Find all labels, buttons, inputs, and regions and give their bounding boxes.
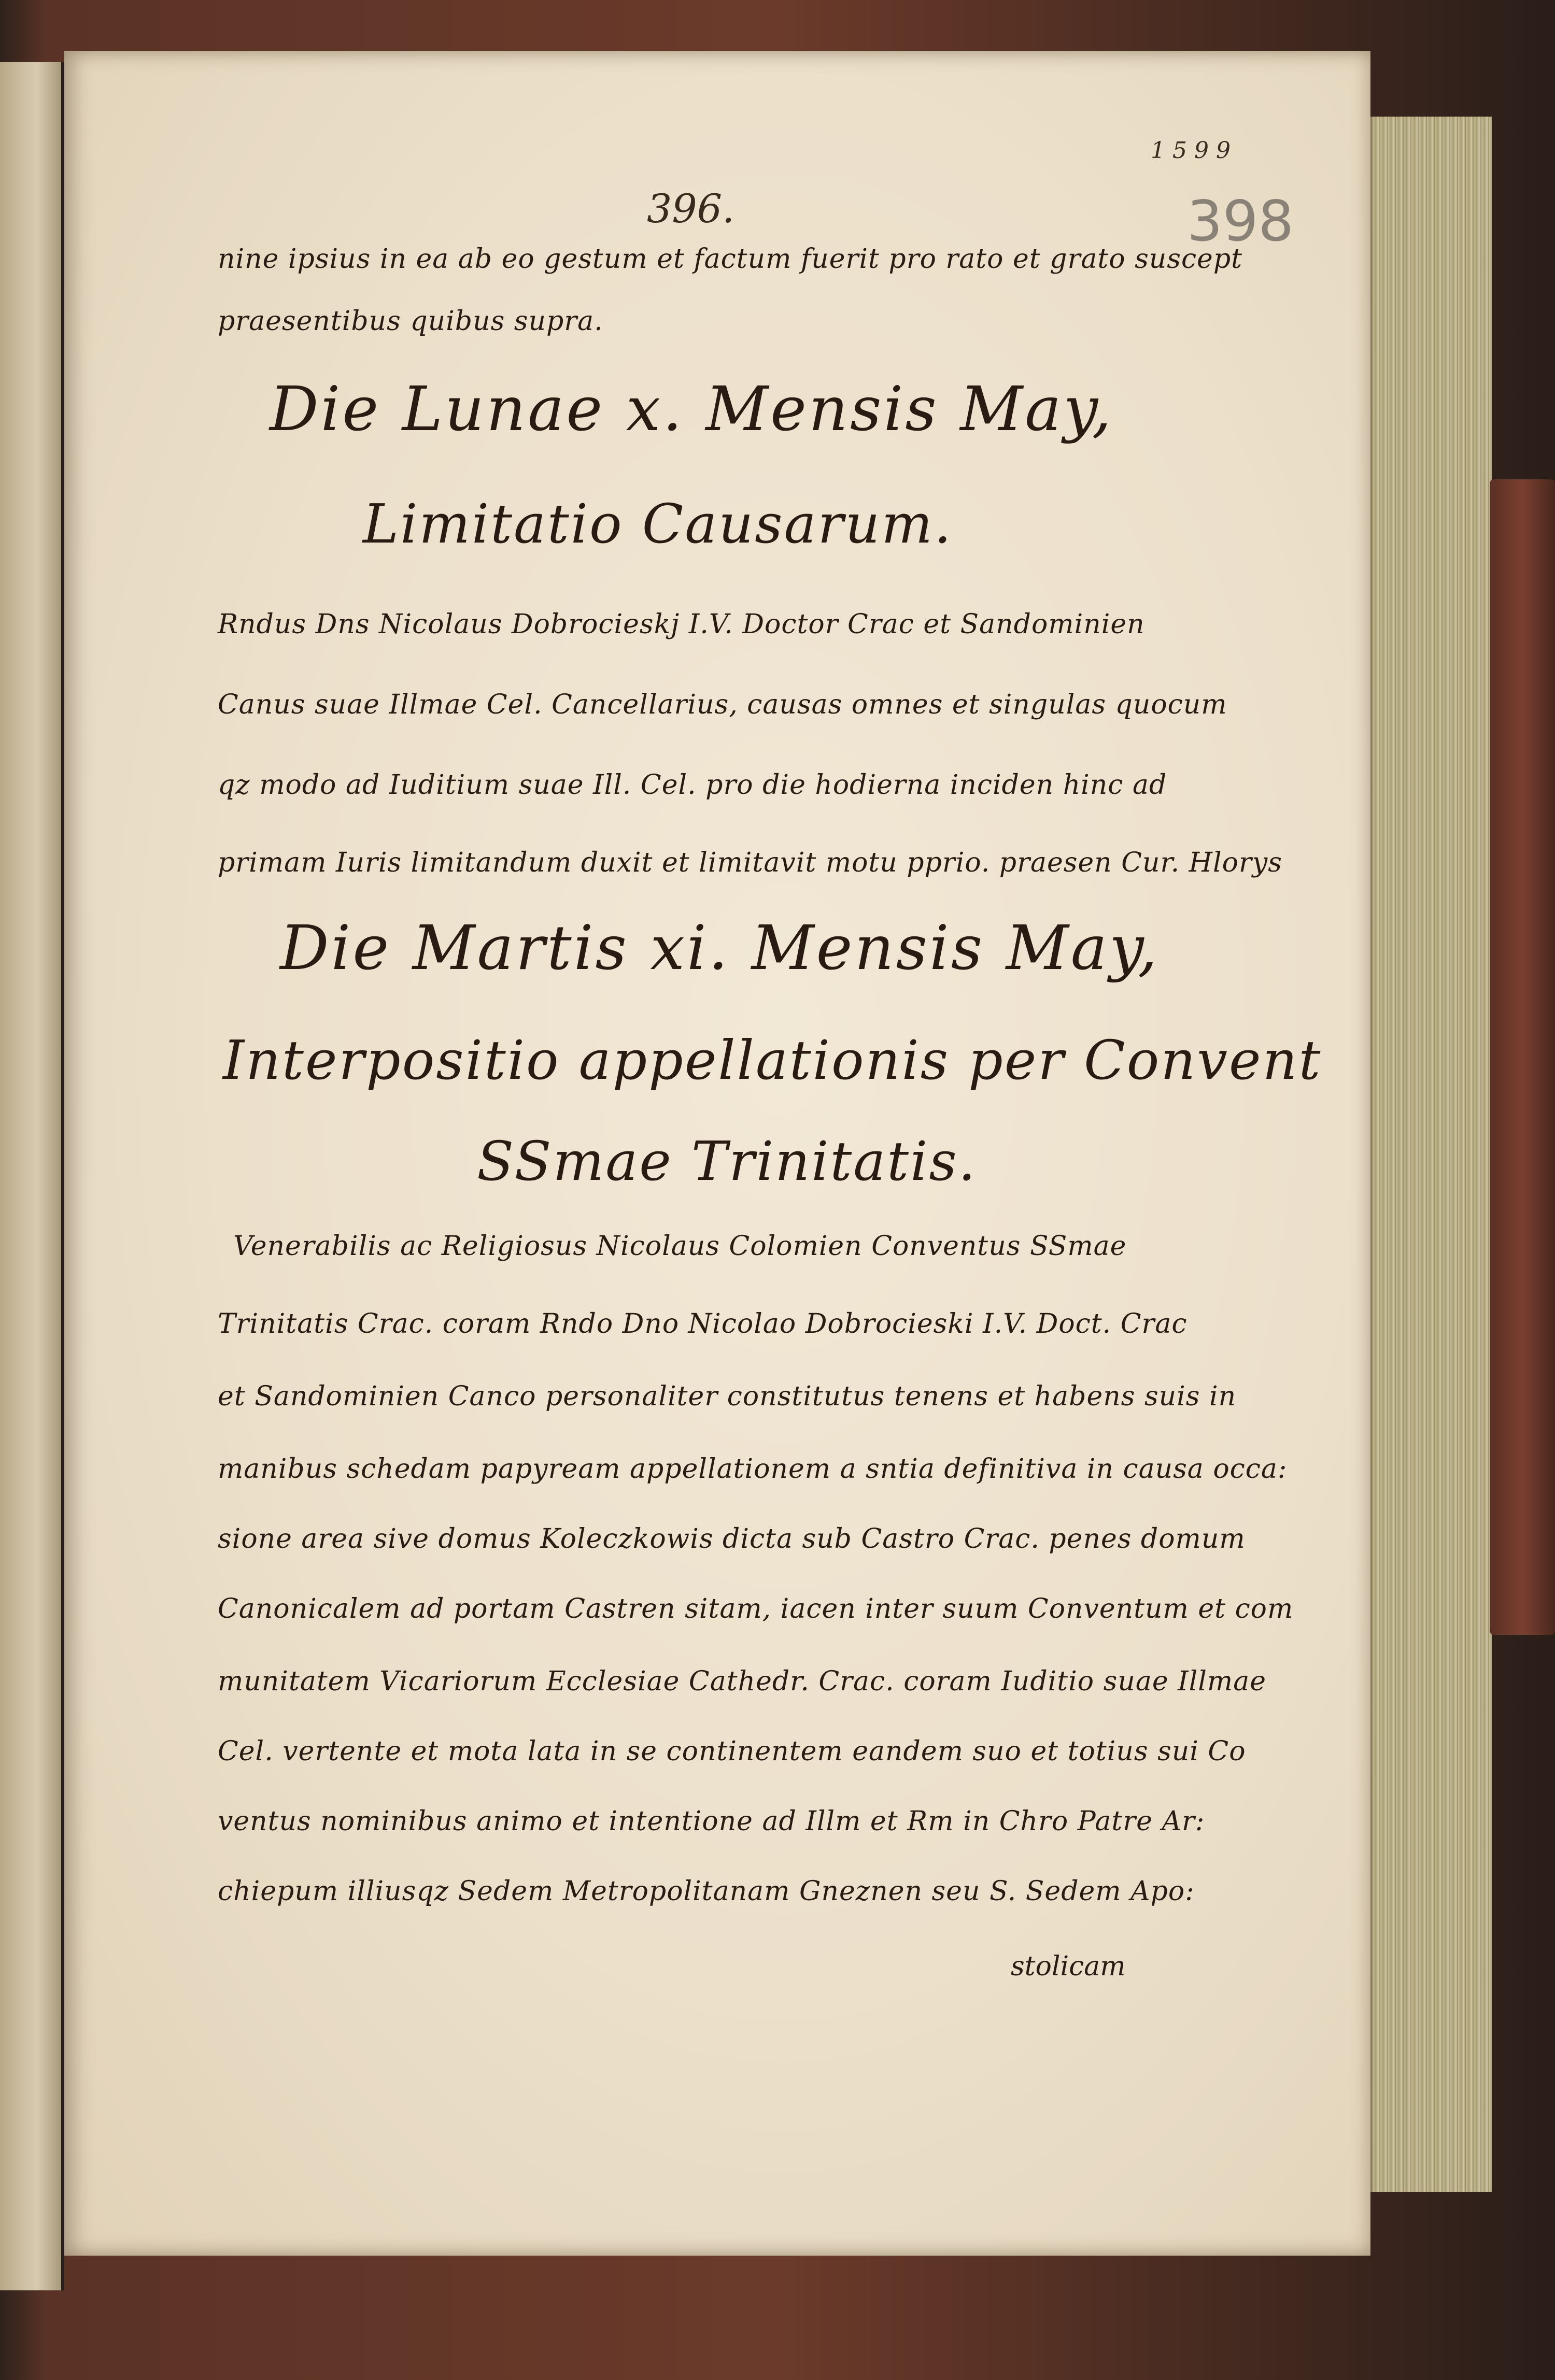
text-line: manibus schedam papyream appellationem a sntia definitiva in causa occa: — [218, 1453, 1288, 1485]
text-line: Cel. vertente et mota lata in se continentem eandem suo et totius sui Co — [218, 1736, 1246, 1767]
text-line: sione area sive domus Koleczkowis dicta sub Castro Crac. penes domum — [218, 1523, 1246, 1555]
text-line: Canus suae Illmae Cel. Cancellarius, causas omnes et singulas quocum — [218, 689, 1227, 720]
section-heading: Die Lunae x. Mensis May, — [270, 373, 1113, 445]
text-line: ventus nominibus animo et intentione ad Illm et Rm in Chro Patre Ar: — [218, 1806, 1205, 1837]
catchword: stolicam — [1011, 1951, 1126, 1982]
text-line: Venerabilis ac Religiosus Nicolaus Colomien Conventus SSmae — [233, 1231, 1127, 1262]
folio-number-ink: 1599 — [1151, 137, 1238, 164]
folio-number-pencil: 398 — [1187, 189, 1294, 254]
text-line: qz modo ad Iuditium suae Ill. Cel. pro die hodierna inciden hinc ad — [218, 769, 1167, 801]
text-line: Canonicalem ad portam Castren sitam, iacen inter suum Conventum et com — [218, 1593, 1294, 1624]
section-heading: Die Martis xi. Mensis May, — [280, 912, 1160, 984]
facing-page-edge — [0, 62, 64, 2290]
text-line: munitatem Vicariorum Ecclesiae Cathedr. Crac. coram Iuditio suae Illmae — [218, 1666, 1267, 1697]
section-subheading: Interpositio appellationis per Convent — [223, 1029, 1322, 1092]
binding-clasp — [1490, 479, 1555, 1635]
page-number-center: 396. — [647, 186, 735, 232]
text-line: praesentibus quibus supra. — [218, 306, 603, 337]
text-line: nine ipsius in ea ab eo gestum et factum fuerit pro rato et grato suscept — [218, 244, 1243, 275]
text-line: et Sandominien Canco personaliter constitutus tenens et habens suis in — [218, 1381, 1237, 1412]
text-line: primam Iuris limitandum duxit et limitavit motu pprio. praesen Cur. Hlorys — [218, 847, 1282, 878]
text-line: Rndus Dns Nicolaus Dobrocieskj I.V. Doctor Crac et Sandominien — [218, 609, 1145, 640]
section-subheading: Limitatio Causarum. — [363, 492, 953, 555]
page-block-edges — [1370, 117, 1492, 2192]
text-line: chiepum illiusqz Sedem Metropolitanam Gneznen seu S. Sedem Apo: — [218, 1876, 1195, 1907]
text-line: Trinitatis Crac. coram Rndo Dno Nicolao Dobrocieski I.V. Doct. Crac — [218, 1308, 1188, 1339]
section-subheading: SSmae Trinitatis. — [477, 1130, 977, 1193]
